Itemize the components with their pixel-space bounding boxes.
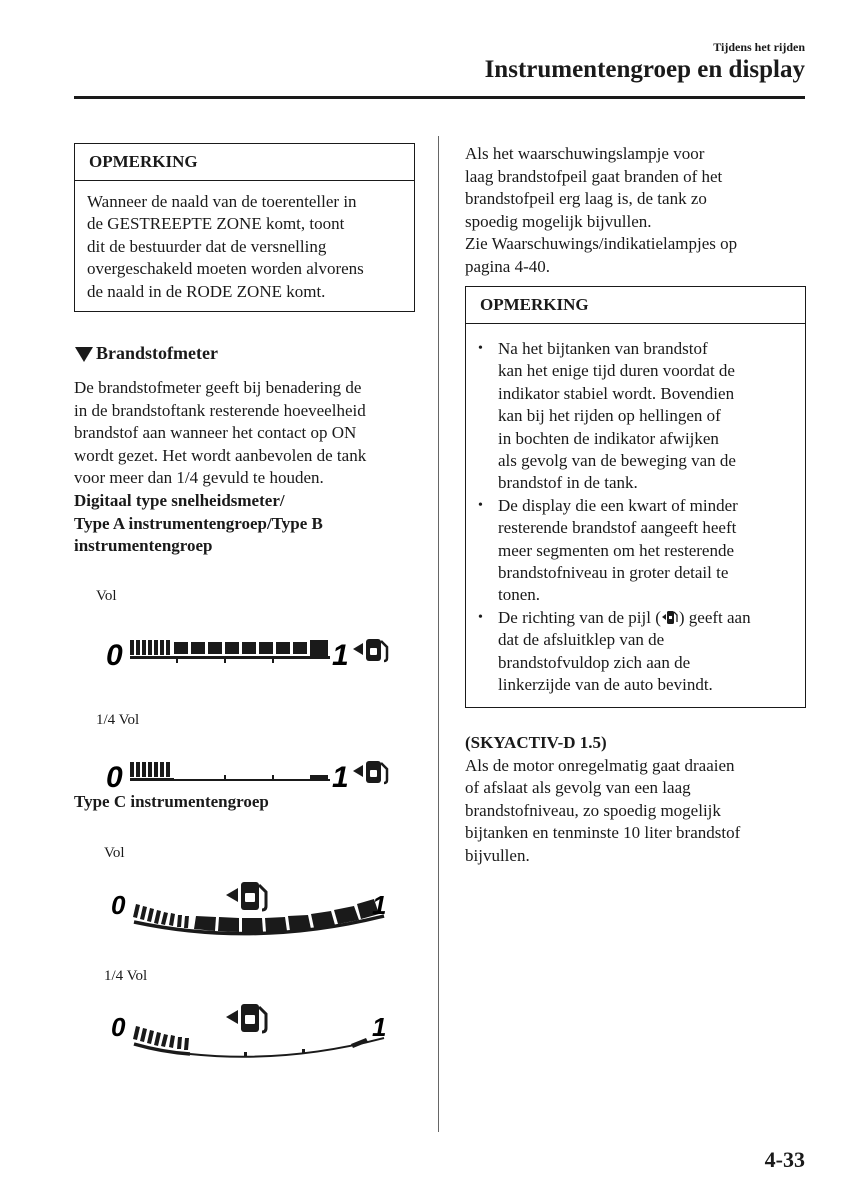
note-box-rpm bbox=[74, 143, 415, 312]
text-line: spoedig mogelijk bijvullen. bbox=[465, 211, 652, 231]
note-bullet-item bbox=[476, 607, 795, 697]
arc-fuel-gauge-quarter bbox=[106, 1002, 406, 1072]
text-line: in bochten de indikator afwijken bbox=[498, 428, 719, 448]
linear-fuel-gauge-quarter bbox=[104, 752, 404, 796]
fuel-pump-icon bbox=[226, 882, 266, 910]
text-line: resterende brandstof aangeeft heeft bbox=[498, 518, 737, 538]
bullet-glyph: • bbox=[478, 497, 483, 513]
note-line: de naald in de RODE ZONE komt. bbox=[87, 281, 326, 301]
note-box-fuel bbox=[465, 286, 806, 708]
skyactiv-heading: (SKYACTIV-D 1.5) bbox=[465, 733, 607, 752]
fuel-pump-icon bbox=[353, 761, 387, 783]
text-line: dat de afsluitklep van de bbox=[498, 630, 665, 650]
note-body bbox=[466, 324, 805, 707]
text-line: als gevolg van de beweging van de bbox=[498, 451, 736, 471]
label-quarter: 1/4 Vol bbox=[96, 712, 140, 728]
text-line: brandstof in de tank. bbox=[498, 473, 638, 493]
text-line: De display die een kwart of minder bbox=[498, 495, 738, 515]
text-line: bijtanken en tenminste 10 liter brandstof bbox=[465, 823, 741, 843]
section-label: Tijdens het rijden bbox=[713, 40, 805, 54]
text-line: linkerzijde van de auto bevindt. bbox=[498, 675, 713, 695]
fuel-pump-icon bbox=[226, 1004, 266, 1032]
bullet-glyph: • bbox=[478, 609, 483, 625]
gauge-segments-quarter bbox=[130, 762, 330, 781]
text-line: in de brandstoftank resterende hoeveelheid bbox=[74, 400, 366, 420]
text-line: tonen. bbox=[498, 585, 541, 605]
note-heading: OPMERKING bbox=[75, 144, 414, 181]
fuel-pump-inline-icon bbox=[661, 610, 679, 625]
subheading-line: Type A instrumentengroep/Type B bbox=[74, 513, 323, 533]
bullet-glyph: • bbox=[478, 341, 483, 356]
text-line: Zie Waarschuwings/indikatielampjes op bbox=[465, 234, 738, 254]
note-line: de GESTREEPTE ZONE komt, toont bbox=[87, 214, 345, 234]
label-quarter-c: 1/4 Vol bbox=[104, 968, 148, 984]
label-full-c: Vol bbox=[104, 845, 125, 861]
gauge-zero-label: 0 bbox=[106, 761, 123, 794]
gauge-zero-label: 0 bbox=[106, 639, 123, 672]
text-line: brandstof aan wanneer het contact op ON bbox=[74, 423, 357, 443]
text-line: Als het waarschuwingslampje voor bbox=[465, 144, 705, 163]
column-divider bbox=[438, 136, 439, 1132]
text-line: laag brandstofpeil gaat branden of het bbox=[465, 166, 723, 186]
text-line: meer segmenten om het resterende bbox=[498, 540, 735, 560]
text-line: pagina 4-40. bbox=[465, 256, 550, 276]
triangle-down-icon bbox=[74, 345, 94, 363]
text-line: kan bij het rijden op hellingen of bbox=[498, 406, 721, 426]
skyactiv-section bbox=[465, 732, 810, 868]
text-line bbox=[498, 607, 795, 629]
note-bullet-item bbox=[476, 495, 795, 607]
text-line: Als de motor onregelmatig gaat draaien bbox=[465, 755, 735, 775]
text-line: De brandstofmeter geeft bij benadering de bbox=[74, 378, 362, 397]
text-line: bijvullen. bbox=[465, 845, 530, 865]
linear-fuel-gauge-full bbox=[104, 630, 404, 674]
fuel-gauge-heading bbox=[74, 343, 218, 364]
note-heading: OPMERKING bbox=[466, 287, 805, 324]
fuel-paragraph bbox=[74, 377, 424, 558]
text-line: wordt gezet. Het wordt aanbevolen de tank bbox=[74, 445, 367, 465]
text-line: kan het enige tijd duren voordat de bbox=[498, 361, 735, 381]
note-body bbox=[75, 181, 414, 311]
fuel-pump-icon bbox=[353, 639, 387, 661]
note-line: overgeschakeld moeten worden alvorens bbox=[87, 259, 364, 279]
label-full: Vol bbox=[96, 588, 117, 604]
text-line: indikator stabiel wordt. Bovendien bbox=[498, 383, 735, 403]
text-line: voor meer dan 1/4 gevuld te houden. bbox=[74, 468, 324, 488]
gauge-one-label: 1 bbox=[372, 1012, 387, 1042]
text-line: of afslaat als gevolg van een laag bbox=[465, 778, 691, 798]
text-line: brandstofvuldop zich aan de bbox=[498, 652, 691, 672]
gauge-zero-label: 0 bbox=[111, 1012, 126, 1042]
text-line: brandstofniveau, zo spoedig mogelijk bbox=[465, 800, 721, 820]
heading-text: Brandstofmeter bbox=[96, 343, 218, 363]
arc-fuel-gauge-full bbox=[106, 880, 406, 950]
gauge-one-label: 1 bbox=[332, 761, 349, 794]
gauge-one-label: 1 bbox=[332, 639, 349, 672]
note-bullet-item bbox=[476, 338, 795, 495]
text-line: brandstofpeil erg laag is, de tank zo bbox=[465, 189, 707, 209]
page-title: Instrumentengroep en display bbox=[484, 56, 805, 83]
page-number: 4-33 bbox=[764, 1147, 805, 1172]
gauge-one-label: 1 bbox=[372, 890, 387, 920]
subheading-line: instrumentengroep bbox=[74, 536, 213, 556]
gauge-segments-full bbox=[130, 640, 330, 663]
note-line: Wanneer de naald van de toerenteller in bbox=[87, 192, 357, 211]
text-line: brandstofniveau in groter detail te bbox=[498, 563, 729, 583]
subheading-line: Digitaal type snelheidsmeter/ bbox=[74, 490, 285, 510]
gauge-zero-label: 0 bbox=[111, 890, 126, 920]
note-line: dit de bestuurder dat de versnelling bbox=[87, 236, 327, 256]
text-fragment: ) geeft aan bbox=[678, 607, 751, 627]
text-line: Na het bijtanken van brandstof bbox=[498, 339, 708, 358]
warning-paragraph bbox=[465, 143, 810, 279]
type-c-heading: Type C instrumentengroep bbox=[74, 792, 269, 811]
text-fragment: De richting van de pijl ( bbox=[498, 607, 661, 627]
header-rule bbox=[74, 96, 805, 99]
